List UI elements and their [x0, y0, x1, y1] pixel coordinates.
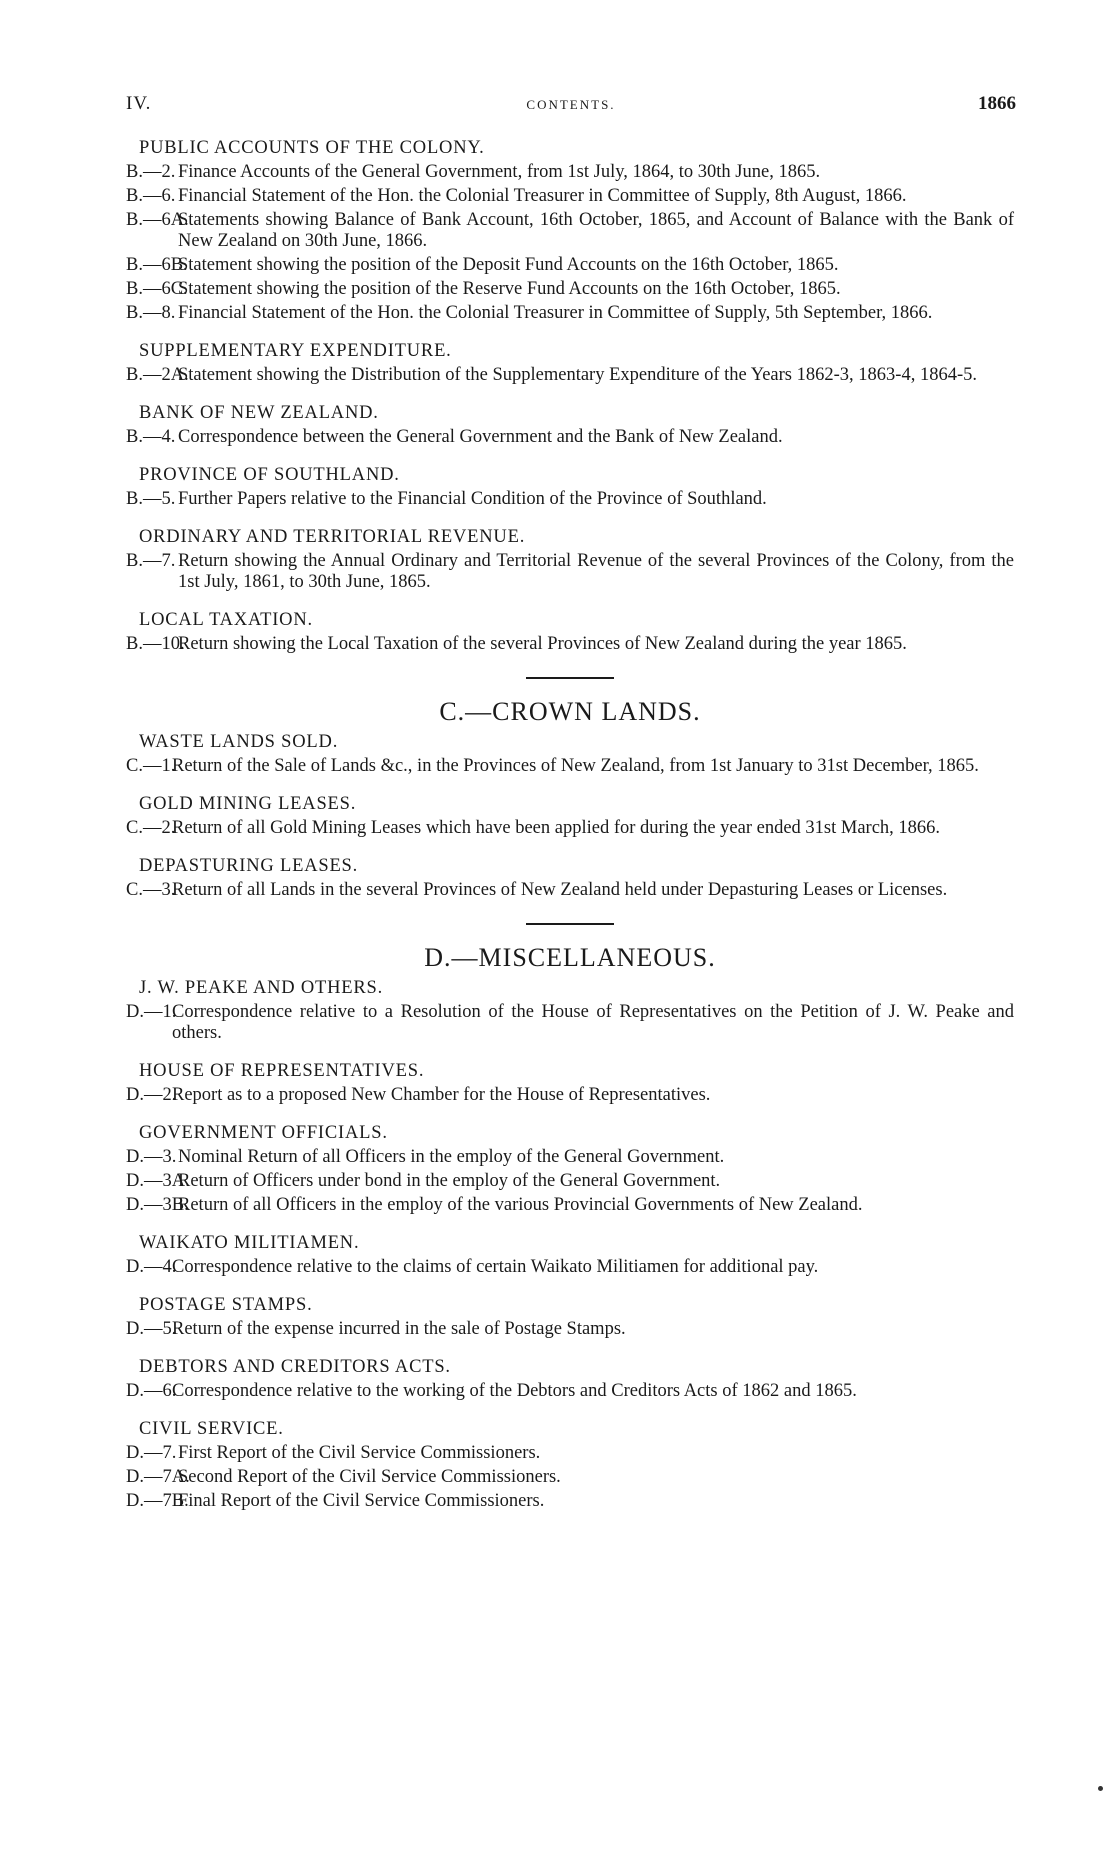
paper-title: Statement showing the position of the Reserve Fund Accounts on the 16th October, 1865.	[178, 279, 841, 299]
list-item	[126, 210, 1014, 252]
paper-title: Return of Officers under bond in the employ of the General Government.	[178, 1171, 721, 1191]
paper-code: B.—6.	[126, 186, 176, 206]
paper-title: Return showing the Local Taxation of the several Provinces of New Zealand during the year 1865.	[178, 634, 907, 654]
list-item	[126, 818, 1014, 839]
group-waste-lands-sold	[126, 731, 1014, 777]
print-speck	[1098, 1786, 1103, 1791]
group-ordinary-territorial-revenue	[126, 526, 1014, 593]
paper-code: B.—6C.	[126, 279, 188, 299]
paper-code: D.—7A.	[126, 1467, 190, 1487]
group-heading: LOCAL TAXATION.	[139, 610, 313, 630]
list-item	[126, 255, 1014, 276]
paper-code: D.—2.	[126, 1085, 177, 1105]
paper-title: Second Report of the Civil Service Commissioners.	[178, 1467, 561, 1487]
group-peake-and-others	[126, 977, 1014, 1044]
group-house-of-representatives	[126, 1060, 1014, 1106]
group-heading: WASTE LANDS SOLD.	[139, 732, 339, 752]
list-item	[126, 489, 1014, 510]
list-item	[126, 1171, 1014, 1192]
list-item	[126, 756, 1014, 777]
paper-code: D.—7B.	[126, 1491, 189, 1511]
group-heading: GOVERNMENT OFFICIALS.	[139, 1123, 388, 1143]
list-item	[126, 1002, 1014, 1044]
group-province-of-southland	[126, 464, 1014, 510]
group-bank-of-new-zealand	[126, 402, 1014, 448]
paper-title: Financial Statement of the Hon. the Colonial Treasurer in Committee of Supply, 8th August, 1866.	[178, 186, 907, 206]
group-heading: J. W. PEAKE AND OTHERS.	[139, 978, 384, 998]
paper-title: Statement showing the position of the Deposit Fund Accounts on the 16th October, 1865.	[178, 255, 839, 275]
page-header	[126, 93, 1016, 123]
running-title: CONTENTS.	[526, 97, 616, 112]
paper-code: C.—3.	[126, 880, 176, 900]
paper-title: Correspondence relative to the working of the Debtors and Creditors Acts of 1862 and 1865.	[172, 1381, 857, 1401]
paper-title: Statement showing the Distribution of the Supplementary Expenditure of the Years 1862-3, 1863-4, 1864-5.	[178, 365, 977, 385]
group-heading: ORDINARY AND TERRITORIAL REVENUE.	[139, 527, 526, 547]
paper-title: Correspondence relative to the claims of certain Waikato Militiamen for additional pay.	[172, 1257, 819, 1277]
paper-title: Correspondence between the General Government and the Bank of New Zealand.	[178, 427, 783, 447]
paper-title: Return of the Sale of Lands &c., in the Provinces of New Zealand, from 1st January to 31st December, 1865.	[172, 756, 979, 776]
list-item	[126, 162, 1014, 183]
paper-code: C.—1.	[126, 756, 176, 776]
paper-title: Nominal Return of all Officers in the employ of the General Government.	[178, 1147, 725, 1167]
paper-code: B.—2.	[126, 162, 176, 182]
paper-code: B.—5.	[126, 489, 176, 509]
list-item	[126, 186, 1014, 207]
paper-code: B.—6A.	[126, 210, 189, 230]
list-item	[126, 634, 1014, 655]
group-heading: POSTAGE STAMPS.	[139, 1295, 313, 1315]
group-heading: PUBLIC ACCOUNTS OF THE COLONY.	[139, 138, 485, 158]
paper-code: D.—3.	[126, 1147, 177, 1167]
list-item	[126, 365, 1014, 386]
paper-code: B.—8.	[126, 303, 176, 323]
group-public-accounts	[126, 137, 1014, 324]
paper-title: First Report of the Civil Service Commissioners.	[178, 1443, 541, 1463]
paper-title: Statements showing Balance of Bank Account, 16th October, 1865, and Account of Balance with the Bank of New Zealand on 30th June, 1866.	[178, 210, 1014, 251]
group-postage-stamps	[126, 1294, 1014, 1340]
list-item	[126, 1319, 1014, 1340]
group-heading: WAIKATO MILITIAMEN.	[139, 1233, 360, 1253]
paper-code: D.—6.	[126, 1381, 177, 1401]
paper-title: Return of all Officers in the employ of the various Provincial Governments of New Zealand.	[178, 1195, 863, 1215]
group-government-officials	[126, 1122, 1014, 1216]
paper-title: Further Papers relative to the Financial Condition of the Province of Southland.	[178, 489, 767, 509]
list-item	[126, 1195, 1014, 1216]
paper-code: B.—10.	[126, 634, 185, 654]
paper-code: D.—4.	[126, 1257, 177, 1277]
group-heading: DEBTORS AND CREDITORS ACTS.	[139, 1357, 451, 1377]
group-heading: GOLD MINING LEASES.	[139, 794, 357, 814]
list-item	[126, 551, 1014, 593]
section-title-miscellaneous: D.—MISCELLANEOUS.	[424, 943, 716, 972]
paper-title: Return of all Lands in the several Provinces of New Zealand held under Depasturing Leases or Licenses.	[172, 880, 948, 900]
contents-body	[126, 137, 1014, 1512]
paper-code: B.—2A.	[126, 365, 189, 385]
group-heading: BANK OF NEW ZEALAND.	[139, 403, 379, 423]
paper-code: D.—3A.	[126, 1171, 190, 1191]
list-item	[126, 1381, 1014, 1402]
group-waikato-militiamen	[126, 1232, 1014, 1278]
paper-title: Financial Statement of the Hon. the Colonial Treasurer in Committee of Supply, 5th September, 1866.	[178, 303, 933, 323]
section-divider	[526, 677, 614, 679]
paper-code: D.—7.	[126, 1443, 177, 1463]
paper-code: D.—5.	[126, 1319, 177, 1339]
section-divider	[526, 923, 614, 925]
group-heading: SUPPLEMENTARY EXPENDITURE.	[139, 341, 452, 361]
group-depasturing-leases	[126, 855, 1014, 901]
list-item	[126, 1257, 1014, 1278]
group-supplementary-expenditure	[126, 340, 1014, 386]
paper-title: Correspondence relative to a Resolution of the House of Representatives on the Petition of J. W. Peake and others.	[172, 1002, 1014, 1043]
paper-title: Report as to a proposed New Chamber for the House of Representatives.	[172, 1085, 711, 1105]
paper-title: Return showing the Annual Ordinary and Territorial Revenue of the several Provinces of the Colony, from the 1st July, 1861, to 30th June, 1865.	[178, 551, 1014, 592]
list-item	[126, 1085, 1014, 1106]
group-heading: DEPASTURING LEASES.	[139, 856, 359, 876]
list-item	[126, 1467, 1014, 1488]
paper-code: B.—4.	[126, 427, 176, 447]
page-year: 1866	[978, 93, 1016, 114]
group-heading: PROVINCE OF SOUTHLAND.	[139, 465, 400, 485]
paper-title: Return of the expense incurred in the sale of Postage Stamps.	[172, 1319, 626, 1339]
list-item	[126, 303, 1014, 324]
list-item	[126, 427, 1014, 448]
group-local-taxation	[126, 609, 1014, 655]
group-debtors-creditors-acts	[126, 1356, 1014, 1402]
paper-title: Return of all Gold Mining Leases which have been applied for during the year ended 31st March, 1866.	[172, 818, 941, 838]
paper-code: B.—6B.	[126, 255, 188, 275]
paper-title: Finance Accounts of the General Government, from 1st July, 1864, to 30th June, 1865.	[178, 162, 821, 182]
list-item	[126, 279, 1014, 300]
paper-code: B.—7.	[126, 551, 176, 571]
paper-code: C.—2.	[126, 818, 176, 838]
page-roman-numeral: IV.	[126, 93, 152, 114]
group-gold-mining-leases	[126, 793, 1014, 839]
section-title-crown-lands: C.—CROWN LANDS.	[439, 697, 701, 726]
group-heading: CIVIL SERVICE.	[139, 1419, 284, 1439]
paper-title: Final Report of the Civil Service Commissioners.	[178, 1491, 545, 1511]
list-item	[126, 1147, 1014, 1168]
paper-code: D.—3B.	[126, 1195, 189, 1215]
group-heading: HOUSE OF REPRESENTATIVES.	[139, 1061, 425, 1081]
group-civil-service	[126, 1418, 1014, 1512]
list-item	[126, 1443, 1014, 1464]
list-item	[126, 880, 1014, 901]
paper-code: D.—1.	[126, 1002, 177, 1022]
list-item	[126, 1491, 1014, 1512]
